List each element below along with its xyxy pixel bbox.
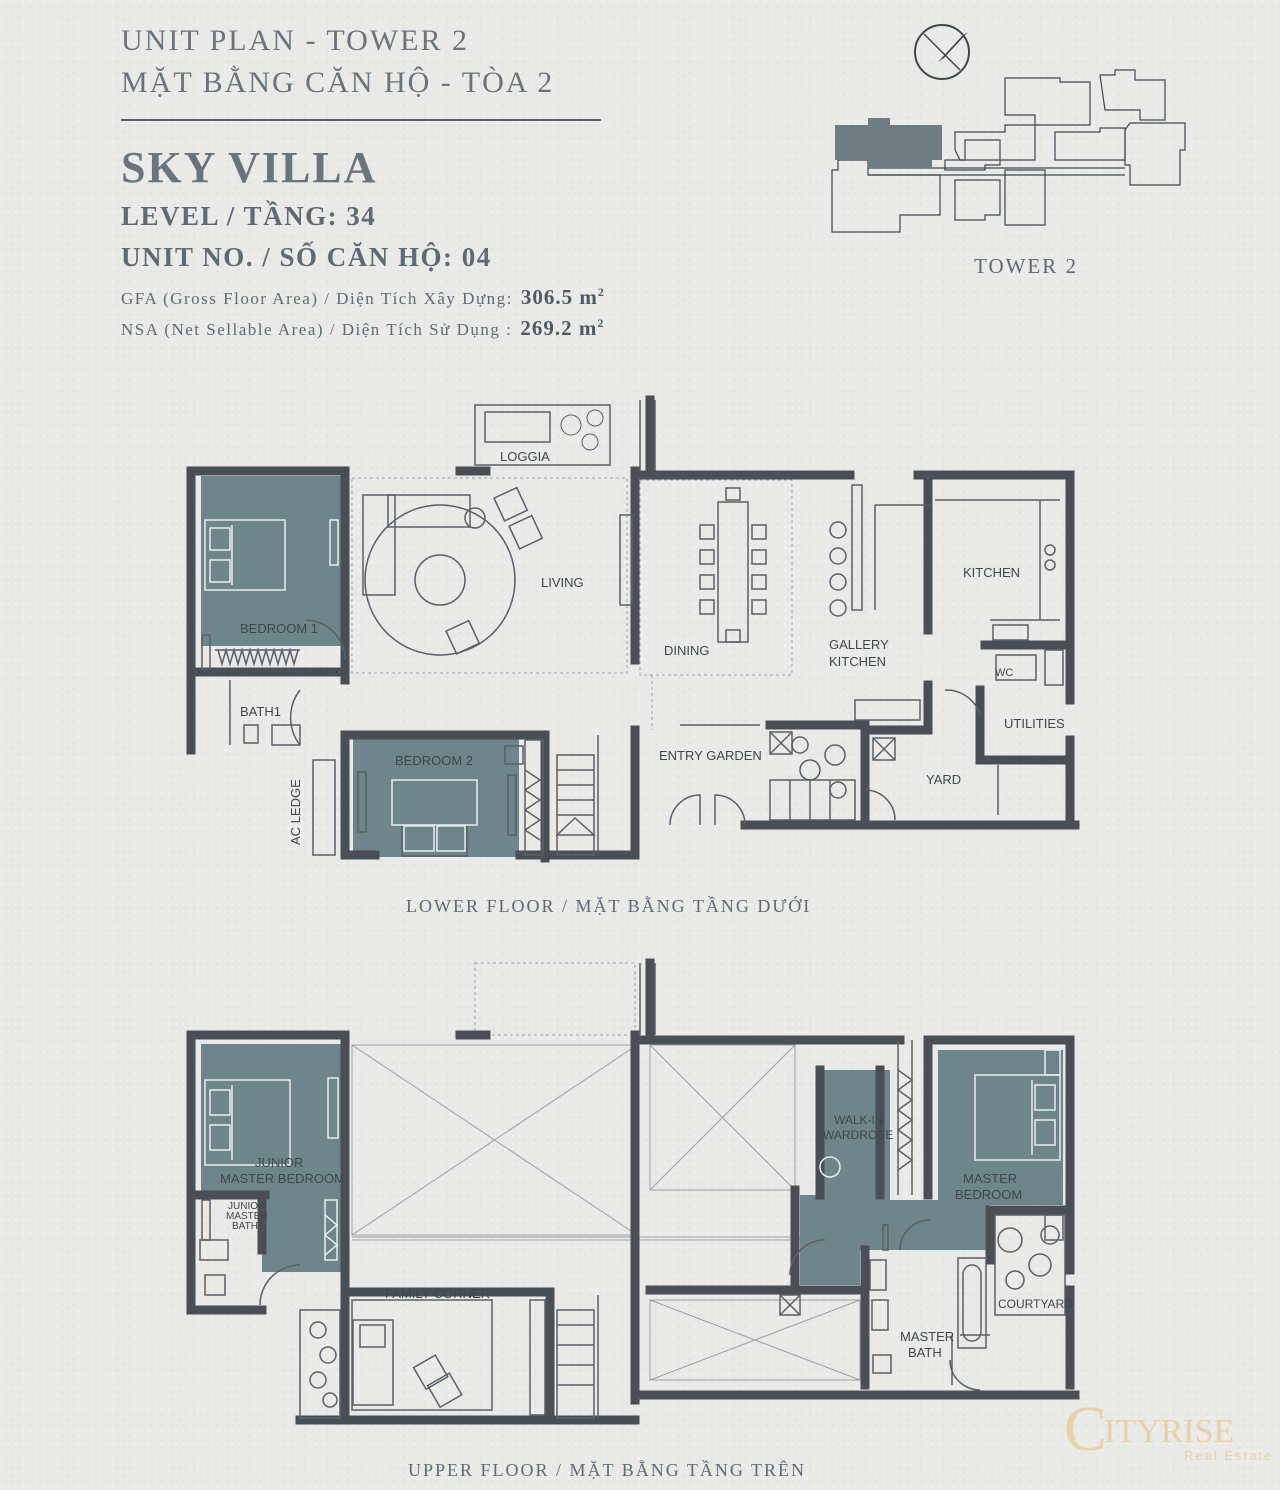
label-junior-master-bedroom: MASTER BEDROOM	[220, 1171, 345, 1186]
key-plan-label: TOWER 2	[974, 254, 1079, 278]
label-gallery-kitchen: KITCHEN	[829, 654, 887, 669]
label-loggia: LOGGIA	[500, 449, 550, 464]
master-lobby-area-2	[860, 1200, 990, 1250]
label-ac-ledge: AC LEDGE	[288, 779, 303, 845]
level-info: LEVEL / TẦNG: 34	[121, 201, 377, 231]
label-walk-in: WALK-IN	[834, 1113, 884, 1127]
label-bath1: BATH1	[240, 704, 281, 719]
lower-floor-caption: LOWER FLOOR / MẶT BẰNG TẦNG DƯỚI	[406, 896, 812, 916]
upper-floor-caption: UPPER FLOOR / MẶT BẰNG TẦNG TRÊN	[408, 1460, 807, 1480]
label-family-corner: FAMILY CORNER	[385, 1286, 490, 1301]
label-master-bath-2: BATH	[908, 1345, 942, 1360]
logo-wordmark: ITYRISE	[1104, 1413, 1235, 1450]
label-bedroom2: BEDROOM 2	[395, 753, 474, 768]
label-wardrobe: WARDROBE	[823, 1128, 894, 1142]
label-master: MASTER	[963, 1171, 1018, 1186]
label-junior-bath-2: MASTER	[226, 1211, 268, 1222]
label-dining: DINING	[664, 643, 710, 658]
label-courtyard: COURTYARD	[998, 1297, 1073, 1311]
logo-mark	[1064, 1390, 1274, 1470]
label-yard: YARD	[926, 772, 962, 787]
gfa-label: GFA (Gross Floor Area) / Diện Tích Xây Dựng:	[121, 289, 513, 308]
label-junior: JUNIOR	[255, 1155, 304, 1170]
logo-initial: C	[1064, 1393, 1107, 1464]
label-master-bedroom: BEDROOM	[955, 1187, 1023, 1202]
label-entry-garden: ENTRY GARDEN	[659, 748, 762, 763]
logo-subtitle: Real Estate	[1184, 1448, 1274, 1463]
title-line-1: UNIT PLAN - TOWER 2	[121, 24, 469, 57]
title-line-2: MẶT BẰNG CĂN HỘ - TÒA 2	[121, 66, 555, 99]
label-master-bath-1: MASTER	[900, 1329, 955, 1344]
label-junior-bath-1: JUNIOR	[228, 1201, 266, 1212]
brand-logo	[1064, 1390, 1274, 1470]
unit-number: UNIT NO. / SỐ CĂN HỘ: 04	[121, 242, 492, 272]
nsa-value: 269.2 $m^2$	[520, 316, 605, 340]
label-kitchen: KITCHEN	[963, 565, 1021, 580]
label-utilities: UTILITIES	[1004, 716, 1065, 731]
unit-type-title: SKY VILLA	[121, 143, 378, 192]
label-junior-bath-3: BATH	[232, 1221, 258, 1232]
gfa-value: 306.5 $m^2$	[520, 285, 605, 309]
master-lobby-area	[800, 1195, 860, 1285]
label-wc: WC	[995, 667, 1014, 679]
nsa-label: NSA (Net Sellable Area) / Diện Tích Sử Dụng :	[121, 320, 513, 339]
label-living: LIVING	[541, 575, 584, 590]
label-bedroom1: BEDROOM 1	[240, 621, 319, 636]
label-gallery: GALLERY	[829, 637, 889, 652]
